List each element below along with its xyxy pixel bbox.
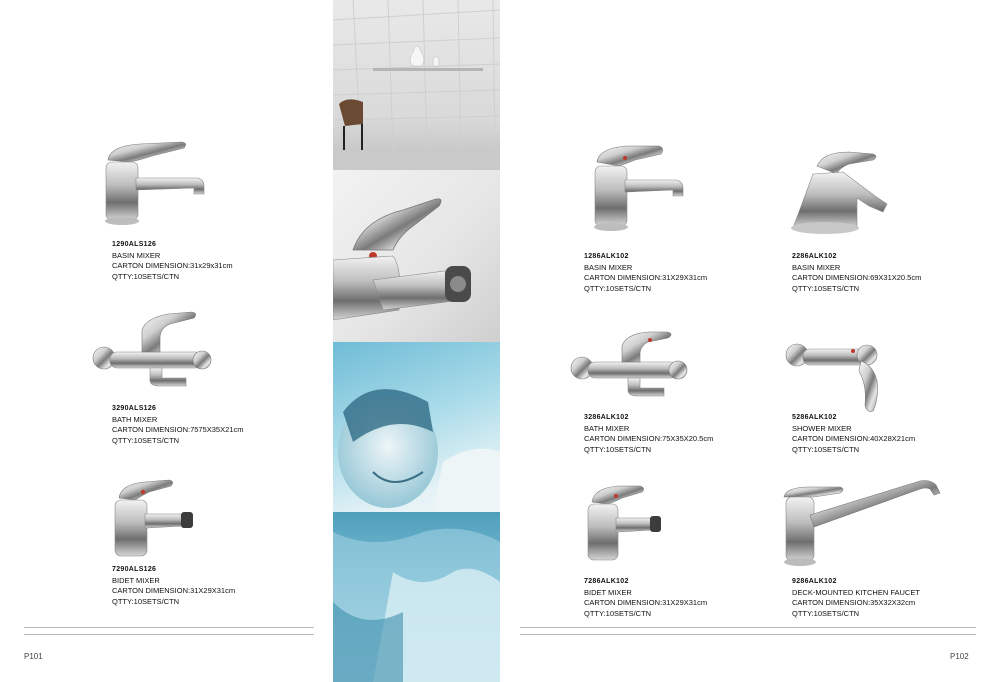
carton-dimension: CARTON DIMENSION:69X31X20.5cm xyxy=(792,273,922,282)
product-code: 1286ALK102 xyxy=(584,253,629,260)
quantity: QTTY:10SETS/CTN xyxy=(792,283,860,293)
bidet-faucet-closeup-icon xyxy=(333,170,500,342)
quantity: QTTY:10SETS/CTN xyxy=(792,444,860,454)
quantity: QTTY:10SETS/CTN xyxy=(112,596,180,606)
carton-dimension: CARTON DIMENSION:31X29X31cm xyxy=(112,586,236,595)
bidet-mixer-icon xyxy=(105,474,200,564)
product-code: 1290ALS126 xyxy=(112,241,157,248)
water-splash-icon xyxy=(333,512,500,682)
carton-dimension: CARTON DIMENSION:7575X35X21cm xyxy=(112,425,244,434)
page-number: P102 xyxy=(950,652,969,661)
water-photo xyxy=(333,512,500,682)
basin-mixer-icon xyxy=(585,142,695,234)
shower-mixer-icon xyxy=(783,325,888,415)
product-code: 5286ALK102 xyxy=(792,414,837,421)
bath-mixer-icon xyxy=(568,328,693,408)
quantity: QTTY:10SETS/CTN xyxy=(112,271,180,281)
product-name: DECK-MOUNTED KITCHEN FAUCET xyxy=(792,587,920,597)
quantity: QTTY:10SETS/CTN xyxy=(112,435,180,445)
carton-dimension: CARTON DIMENSION:75X35X20.5cm xyxy=(584,434,714,443)
product-code: 7290ALS126 xyxy=(112,566,157,573)
basin-mixer-icon xyxy=(100,138,220,228)
bath-mixer-icon xyxy=(90,308,220,400)
interior-scene-icon xyxy=(333,0,500,170)
left-page xyxy=(0,0,333,682)
product-code: 3286ALK102 xyxy=(584,414,629,421)
product-name: BIDET MIXER xyxy=(584,587,632,597)
footer-rule xyxy=(520,627,976,628)
footer-rule xyxy=(24,634,314,635)
kitchen-faucet-icon xyxy=(780,475,945,570)
page-number: P101 xyxy=(24,652,43,661)
product-name: BASIN MIXER xyxy=(584,262,633,272)
carton-dimension: CARTON DIMENSION:40X28X21cm xyxy=(792,434,916,443)
bidet-mixer-icon xyxy=(582,482,667,568)
smiling-child-icon xyxy=(333,342,500,512)
carton-dimension: CARTON DIMENSION:35X32X32cm xyxy=(792,598,916,607)
carton-dimension: CARTON DIMENSION:31x29x31cm xyxy=(112,261,233,270)
product-code: 9286ALK102 xyxy=(792,578,837,585)
carton-dimension: CARTON DIMENSION:31X29X31cm xyxy=(584,598,708,607)
product-code: 2286ALK102 xyxy=(792,253,837,260)
product-code: 7286ALK102 xyxy=(584,578,629,585)
quantity: QTTY:10SETS/CTN xyxy=(792,608,860,618)
right-page xyxy=(500,0,1000,682)
faucet-closeup-photo xyxy=(333,170,500,342)
footer-rule xyxy=(520,634,976,635)
room-photo xyxy=(333,0,500,170)
product-name: BASIN MIXER xyxy=(792,262,841,272)
quantity: QTTY:10SETS/CTN xyxy=(584,444,652,454)
deck-basin-mixer-icon xyxy=(783,148,903,238)
photo-strip xyxy=(333,0,500,682)
product-name: BATH MIXER xyxy=(112,414,158,424)
product-name: BATH MIXER xyxy=(584,423,630,433)
quantity: QTTY:10SETS/CTN xyxy=(584,283,652,293)
product-name: SHOWER MIXER xyxy=(792,423,852,433)
carton-dimension: CARTON DIMENSION:31X29X31cm xyxy=(584,273,708,282)
footer-rule xyxy=(24,627,314,628)
child-photo xyxy=(333,342,500,512)
product-name: BASIN MIXER xyxy=(112,250,161,260)
product-code: 3290ALS126 xyxy=(112,405,157,412)
product-name: BIDET MIXER xyxy=(112,575,160,585)
quantity: QTTY:10SETS/CTN xyxy=(584,608,652,618)
